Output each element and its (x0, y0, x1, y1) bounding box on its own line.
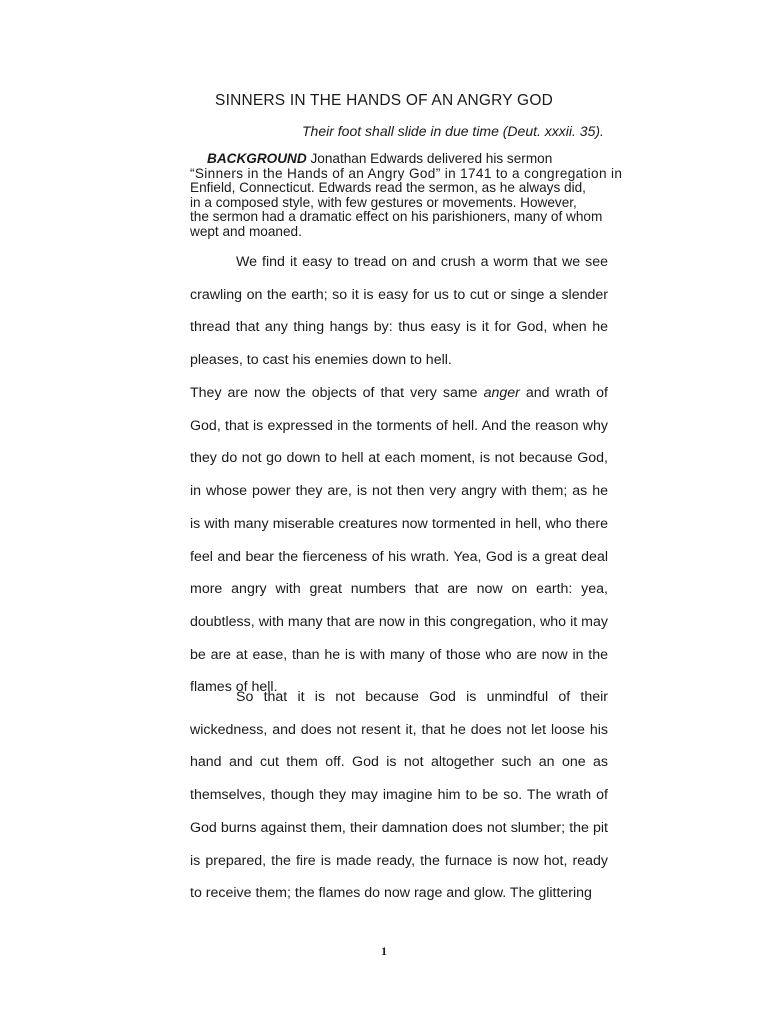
background-line-6: wept and moaned. (190, 223, 302, 239)
background-line-2: “Sinners in the Hands of an Angry God” in 1741 to a congregation in (190, 165, 623, 181)
document-title: SINNERS IN THE HANDS OF AN ANGRY GOD (215, 92, 553, 109)
paragraph-anger (190, 377, 608, 704)
epigraph: Their foot shall slide in due time (Deut. xxxii. 35). (302, 123, 604, 139)
anger-emphasis: anger (483, 385, 520, 401)
background-line-5: the sermon had a dramatic effect on his parishioners, many of whom (190, 209, 603, 225)
paragraph-anger-end: and wrath of God, that is expressed in the torments of hell. And the reason why they do not go down to hell at each moment, is not because God, in whose power they are, is not then very angry with them; as he is with many miserable creatures now tormented in hell, who there feel and bear the fierceness of his wrath. Yea, God is a great deal more angry with great numbers that are now on earth: yea, doubtless, with many that are now in this congregation, who it may be are at ease, than he is with many of those who are now in the flames of hell. (190, 385, 608, 696)
background-label: BACKGROUND (207, 151, 307, 166)
background-line-3: Enfield, Connecticut. Edwards read the sermon, as he always did, (190, 180, 586, 196)
background-note (190, 151, 623, 240)
paragraph-anger-start: They are now the objects of that very same (190, 385, 484, 401)
paragraph-worm: We find it easy to tread on and crush a worm that we see crawling on the earth; so it is easy for us to cut or singe a slender thread that any thing hangs by: thus easy is it for God, when he pleases, to cast his enemies down to hell. (190, 254, 608, 369)
background-line-4: in a composed style, with few gestures or movements. However, (190, 194, 577, 210)
background-text-1: Jonathan Edwards delivered his sermon (306, 151, 553, 166)
paragraph-wrath: So that it is not because God is unmindful of their wickedness, and does not resent it, that he does not let loose his hand and cut them off. God is not altogether such an one as themselves, though they may imagine him to be so. The wrath of God burns against them, their damnation does not slumber; the pit is prepared, the fire is made ready, the furnace is now hot, ready to receive them; the flames do now rage and glow. The glittering (190, 689, 608, 902)
background-line-1 (190, 152, 620, 167)
page-number: 1 (381, 944, 387, 958)
